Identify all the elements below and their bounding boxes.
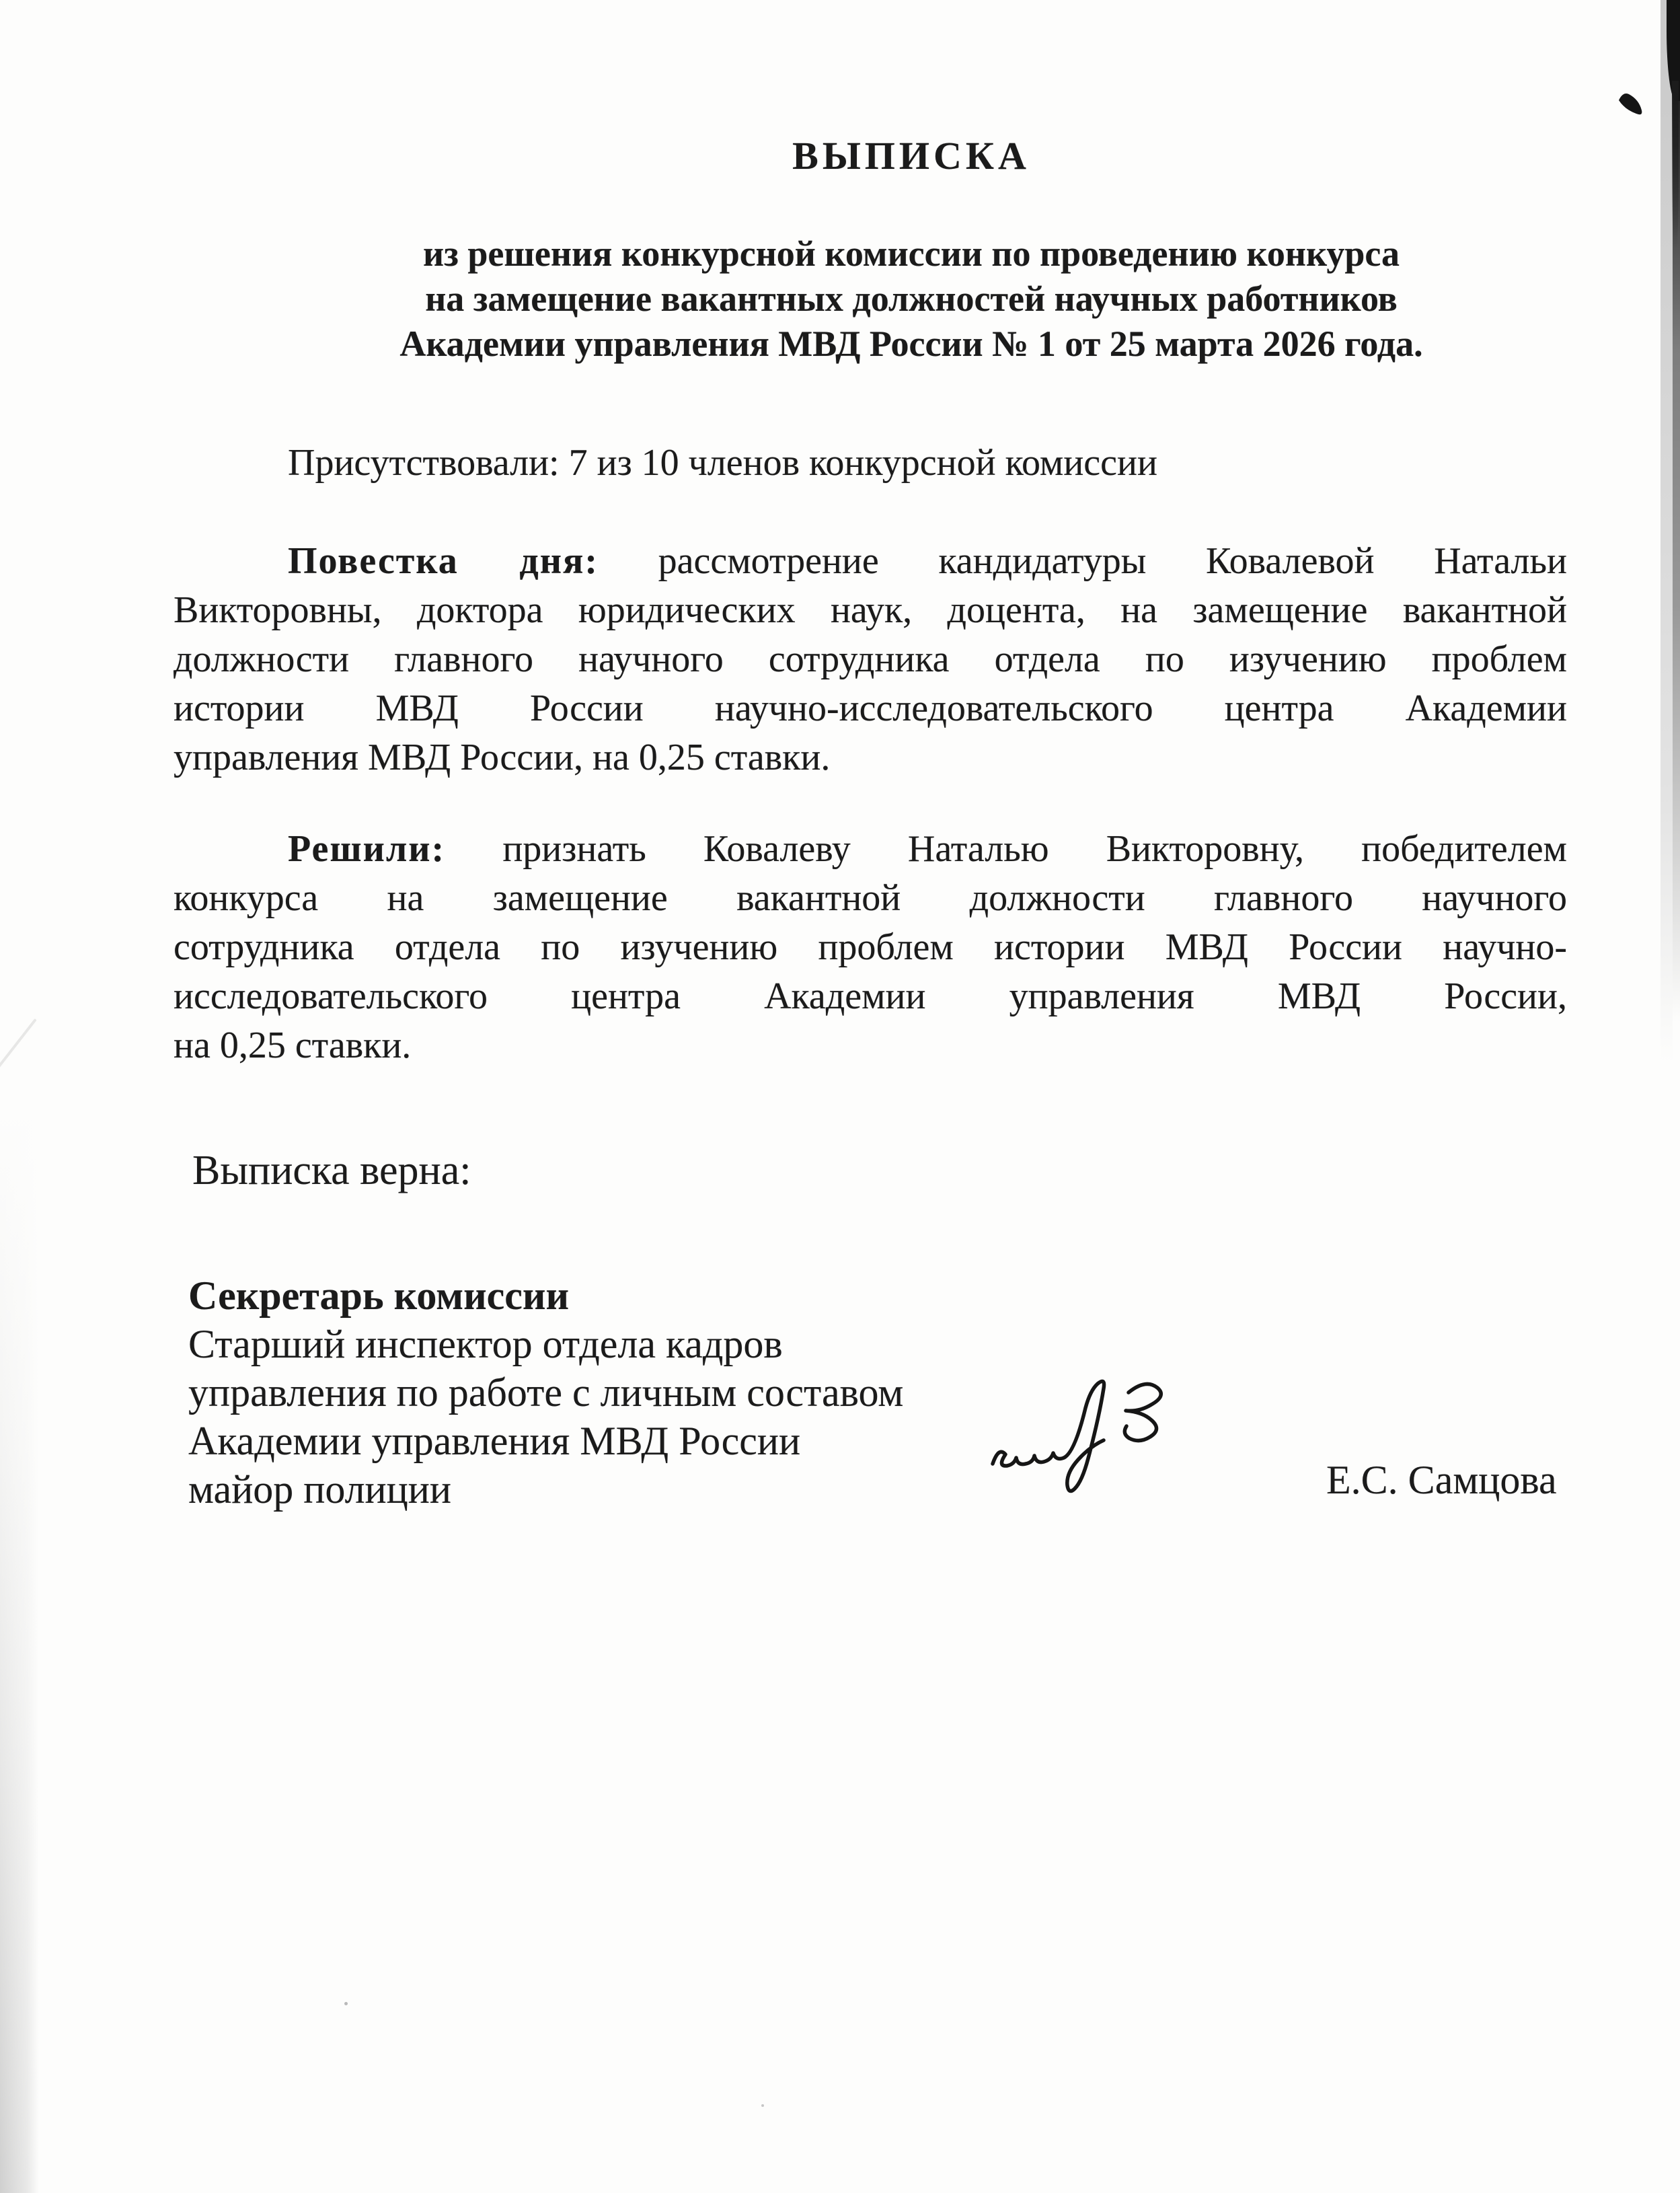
signatory-name: Е.С. Самцова [1326, 1458, 1557, 1502]
scan-speck [344, 2002, 348, 2005]
decision-first-line [174, 825, 1567, 874]
text-line: из решения конкурсной комиссии по проведению конкурса [423, 233, 1400, 274]
pen-mark-icon [1617, 90, 1645, 120]
text-line: Старший инспектор отдела кадров [188, 1322, 783, 1366]
scan-scratch-mark [0, 1018, 37, 1070]
decision-last-line: на 0,25 ставки. [174, 1025, 412, 1066]
scan-speck [761, 2104, 764, 2107]
decision-first-line-text: признать Ковалеву Наталью Викторовну, победителем [502, 828, 1567, 870]
decision-body-lines [174, 874, 1567, 1021]
document-subtitle [143, 231, 1680, 367]
text-line: сотрудника отдела по изучению проблем истории МВД России научно- [174, 926, 1567, 968]
agenda-first-line-text: рассмотрение кандидатуры Ковалевой Натальи [658, 540, 1567, 582]
certification-line: Выписка верна: [192, 1148, 471, 1193]
text-line: майор полиции [188, 1467, 451, 1512]
signature-scribble [983, 1364, 1205, 1499]
text-line: должности главного научного сотрудника отдела по изучению проблем [174, 638, 1567, 680]
agenda-last-line: управления МВД России, на 0,25 ставки. [174, 737, 831, 778]
document-title: ВЫПИСКА [792, 134, 1030, 178]
text-line: истории МВД России научно-исследовательского центра Академии [174, 687, 1567, 729]
signatory-role-title: Секретарь комиссии [188, 1273, 570, 1318]
decision-paragraph [174, 825, 1567, 1070]
agenda-lead: Повестка дня: [288, 540, 599, 582]
text-line: Викторовны, доктора юридических наук, доцента, на замещение вакантной [174, 589, 1567, 631]
text-line: Академии управления МВД России № 1 от 25 марта 2026 года. [399, 324, 1423, 364]
agenda-paragraph [174, 537, 1567, 782]
text-line: конкурса на замещение вакантной должности главного научного [174, 877, 1567, 919]
agenda-body-lines [174, 586, 1567, 733]
agenda-first-line [174, 537, 1567, 586]
text-line: на замещение вакантных должностей научных работников [425, 278, 1398, 319]
text-line: управления по работе с личным составом [188, 1370, 904, 1415]
scan-left-shading-fade [0, 1110, 39, 2193]
decision-lead: Решили: [288, 828, 446, 870]
text-line: исследовательского центра Академии управления МВД России, [174, 975, 1567, 1017]
text-line: Академии управления МВД России [188, 1419, 801, 1463]
attendance-line: Присутствовали: 7 из 10 членов конкурсной комиссии [288, 442, 1157, 484]
